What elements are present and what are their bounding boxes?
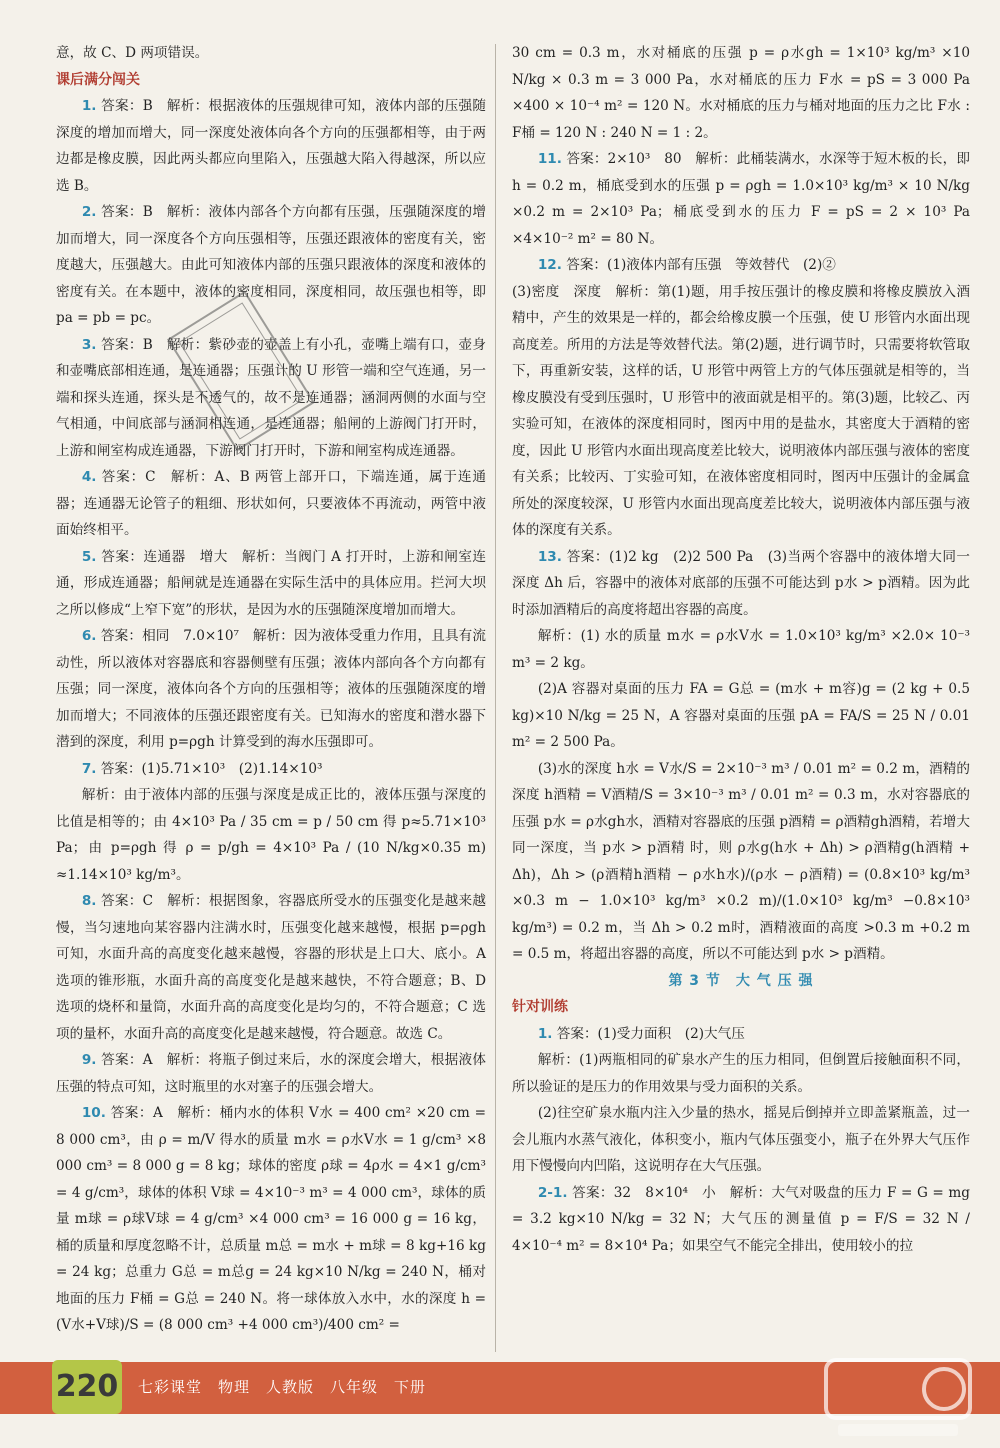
left-paragraph <box>56 40 486 67</box>
paragraph-text: 第 3 节 大 气 压 强 <box>668 972 814 989</box>
paragraph-text: 答案：A 解析：桶内水的体积 V水 = 400 cm² ×20 cm = 8 000 cm³，由 ρ = m/V 得水的质量 m水 = ρ水V水 = 1 g/cm³ ×8 000 cm³ = 8 000 g = 8 kg；球体的密度 ρ球 = 4ρ水 = 4×1 g/cm³ = 4 g/cm³，球体的体积 V球 = 4×10⁻³ m³ = 4 000 cm³，球体的质量 m球 = ρ球V球 = 4 g/cm³ ×4 000 cm³ = 16 000 g = 16 kg，桶的质量和厚度忽略不计，总质量 m总 = m水 + m球 = 8 kg+16 kg = 24 kg；总重力 G总 = m总g = 24 kg×10 N/kg = 240 N，桶对地面的压力 F桶 = G总 = 240 N。将一球体放入水中，水的深度 h = (V水+V球)/S = (8 000 cm³ +4 000 cm³)/400 cm² = <box>56 1105 486 1333</box>
right-paragraph <box>512 252 970 279</box>
question-number: 2-1. <box>537 1184 568 1201</box>
paragraph-text: 答案：(1)液体内部有压强 等效替代 (2)② <box>561 257 836 273</box>
left-paragraph <box>56 1047 486 1100</box>
question-number: 11. <box>537 151 562 167</box>
right-paragraph <box>512 146 970 252</box>
paragraph-text: 答案：(1)5.71×10³ (2)1.14×10³ <box>96 760 323 777</box>
left-paragraph <box>56 782 486 888</box>
right-paragraph <box>512 40 970 146</box>
question-number: 5. <box>81 548 97 565</box>
paragraph-text: 30 cm = 0.3 m，水对桶底的压强 p = ρ水gh = 1×10³ kg/m³ ×10 N/kg × 0.3 m = 3 000 Pa，水对桶底的压力 F水 = pS = 3 000 Pa ×400 × 10⁻⁴ m² = 120 N。水对桶底的压力与桶对地面的压力之比 F水 : F桶 = 120 N : 240 N = 1 : 2。 <box>512 45 970 141</box>
left-paragraph <box>56 623 486 756</box>
paragraph-text: 答案：相同 7.0×10⁷ 解析：因为液体受重力作用，且具有流动性，所以液体对容器底和容器侧壁有压强；液体内部向各个方向都有压强；同一深度，液体向各个方向的压强相等；液体的压强随深度的增加而增大；不同液体的压强还跟密度有关。已知海水的密度和潜水器下潜到的深度，利用 p=ρgh 计算受到的海水压强即可。 <box>56 628 486 750</box>
right-paragraph <box>512 279 970 544</box>
paragraph-text: 答案：(1)受力面积 (2)大气压 <box>552 1025 745 1042</box>
right-paragraph <box>512 756 970 968</box>
paragraph-text: 意，故 C、D 两项错误。 <box>56 45 209 61</box>
right-paragraph <box>512 676 970 756</box>
paragraph-text: 答案：C 解析：A、B 两管上部开口，下端连通，属于连通器；连通器无论管子的粗细、形状如何，只要液体不再流动，两管中液面始终相平。 <box>56 469 486 538</box>
question-number: 10. <box>81 1105 106 1121</box>
right-paragraph <box>512 544 970 624</box>
column-divider <box>495 44 496 1352</box>
page-number: 220 <box>52 1360 122 1414</box>
footer-series: 七彩课堂 物理 人教版 八年级 下册 <box>138 1378 427 1396</box>
question-number: 1. <box>81 98 97 114</box>
corner-watermark-logo <box>818 1352 978 1444</box>
question-number: 8. <box>81 893 97 909</box>
right-column <box>512 40 970 1259</box>
question-number: 9. <box>81 1052 97 1068</box>
left-paragraph <box>56 544 486 624</box>
paragraph-text: 针对训练 <box>512 999 568 1015</box>
question-number: 7. <box>81 760 97 777</box>
question-number: 1. <box>537 1025 553 1042</box>
question-number: 12. <box>537 257 562 273</box>
right-paragraph <box>512 1180 970 1260</box>
right-paragraph <box>512 1021 970 1048</box>
left-paragraph <box>56 464 486 544</box>
left-paragraph <box>56 93 486 199</box>
right-paragraph <box>512 968 970 995</box>
paragraph-text: 答案：A 解析：将瓶子倒过来后，水的深度会增大，根据液体压强的特点可知，这时瓶里的水对塞子的压强会增大。 <box>56 1052 486 1095</box>
question-number: 4. <box>81 469 97 485</box>
paragraph-text: 答案：B 解析：根据液体的压强规律可知，液体内部的压强随深度的增加而增大，同一深度处液体向各个方向的压强都相等，由于两边都是橡皮膜，因此两头都应向里陷入，压强越大陷入得越深，所以应选 B。 <box>56 98 486 194</box>
paragraph-text: 答案：连通器 增大 解析：当阀门 A 打开时，上游和闸室连通，形成连通器；船闸就是连通器在实际生活中的具体应用。拦河大坝之所以修成“上窄下宽”的形状，是因为水的压强随深度增加而增大。 <box>56 548 486 618</box>
question-number: 13. <box>537 548 562 565</box>
right-paragraph <box>512 623 970 676</box>
question-number: 6. <box>81 628 97 644</box>
paragraph-text: 课后满分闯关 <box>56 71 140 88</box>
right-paragraph <box>512 1047 970 1100</box>
paragraph-text: 答案：C 解析：根据图象，容器底所受水的压强变化是越来越慢，当匀速地向某容器内注满水时，压强变化越来越慢，根据 p=ρgh 可知，水面升高的高度变化越来越慢，容器的形状是上口大、底小。A 选项的锥形瓶，水面升高的高度变化是越来越快，不符合题意；B、D 选项的烧杯和量筒，水面升高的高度变化是均匀的，不符合题意；C 选项的量杯，水面升高的高度变化是越来越慢，符合题意。故选 C。 <box>56 893 487 1042</box>
paragraph-text: (2)A 容器对桌面的压力 FA = G总 = (m水 + m容)g = (2 kg + 0.5 kg)×10 N/kg = 25 N，A 容器对桌面的压强 pA = FA/S = 25 N / 0.01 m² = 2 500 Pa。 <box>512 681 970 750</box>
paragraph-text: (3)密度 深度 解析：第(1)题，用手按压强计的橡皮膜和将橡皮膜放入酒精中，产生的效果是一样的，都会给橡皮膜一个压强，使 U 形管内水面出现高度差。所用的方法是等效替代法。第(2)题，进行调节时，只需要将软管取下，再重新安装，这样的话，U 形管中两管上方的气体压强就是相等的，当橡皮膜没有受到压强时，U 形管中的液面就是相平的。第(3)题，比较乙、丙实验可知，在液体的深度相同时，图丙中用的是盐水，其密度大于酒精的密度，因此 U 形管内水面出现高度差比较大，说明液体内部压强与液体的密度有关系；比较丙、丁实验可知，在液体密度相同时，图丙中压强计的金属盒所处的深度较深，U 形管内水面出现高度差比较大，说明液体内部压强与液体的深度有关系。 <box>512 283 970 538</box>
question-number: 2. <box>81 204 97 220</box>
left-paragraph <box>56 888 486 1047</box>
right-paragraph <box>512 994 970 1021</box>
left-column <box>56 40 486 1339</box>
paragraph-text: (3)水的深度 h水 = V水/S = 2×10⁻³ m³ / 0.01 m² = 0.2 m，酒精的深度 h酒精 = V酒精/S = 3×10⁻³ m³ / 0.01 m² = 0.3 m，水对容器底的压强 p水 = ρ水gh水，酒精对容器底的压强 p酒精 = ρ酒精gh酒精，若增大同一深度，当 p水 > p酒精 时，则 ρ水g(h水 + Δh) > ρ酒精g(h酒精 + Δh)，Δh > (ρ酒精h酒精 − ρ水h水)/(ρ水 − ρ酒精) = (0.8×10³ kg/m³ ×0.3 m − 1.0×10³ kg/m³ ×0.2 m)/(1.0×10³ kg/m³ −0.8×10³ kg/m³) = 0.2 m，当 Δh > 0.2 m时，酒精液面的高度 >0.3 m +0.2 m = 0.5 m，将超出容器的高度，所以不可能达到 p水 > p酒精。 <box>512 760 970 962</box>
paragraph-text: 解析：(1) 水的质量 m水 = ρ水V水 = 1.0×10³ kg/m³ ×2.0× 10⁻³ m³ = 2 kg。 <box>512 628 970 671</box>
paragraph-text: (2)往空矿泉水瓶内注入少量的热水，摇晃后倒掉并立即盖紧瓶盖，过一会儿瓶内水蒸气液化，体积变小，瓶内气体压强变小，瓶子在外界大气压作用下慢慢向内凹陷，这说明存在大气压强。 <box>512 1105 970 1174</box>
paragraph-text: 答案：(1)2 kg (2)2 500 Pa (3)当两个容器中的液体增大同一深度 Δh 后，容器中的液体对底部的压强不可能达到 p水 > p酒精。因为此时添加酒精后的高度将超出容器的高度。 <box>512 548 970 618</box>
left-paragraph <box>56 199 486 332</box>
right-paragraph <box>512 1100 970 1180</box>
paragraph-text: 答案：B 解析：紫砂壶的壶盖上有小孔，壶嘴上端有口，壶身和壶嘴底部相连通，是连通器；压强计的 U 形管一端和空气连通，另一端和探头连通，探头是不透气的，故不是连通器；涵洞两侧的水面与空气相通，中间底部与涵洞相连通，是连通器；船闸的上游阀门打开时，上游和闸室构成连通器，下游阀门打开时，下游和闸室构成连通器。 <box>56 336 486 459</box>
paragraph-text: 答案：B 解析：液体内部各个方向都有压强，压强随深度的增加而增大，同一深度各个方向压强相等，压强还跟液体的密度有关，密度越大，压强越大。由此可知液体内部的压强只跟液体的深度和液体的密度有关。在本题中，液体的密度相同，深度相同，故压强也相等，即 pa = pb = pc。 <box>56 204 486 326</box>
paragraph-text: 答案：32 8×10⁴ 小 解析：大气对吸盘的压力 F = G = mg = 3.2 kg×10 N/kg = 32 N；大气压的测量值 p = F/S = 32 N / 4×10⁻⁴ m² = 8×10⁴ Pa；如果空气不能完全排出，使用较小的拉 <box>512 1184 970 1254</box>
question-number: 3. <box>81 336 97 353</box>
paragraph-text: 答案：2×10³ 80 解析：此桶装满水，水深等于短木板的长，即 h = 0.2 m，桶底受到水的压强 p = ρgh = 1.0×10³ kg/m³ × 10 N/kg ×0.2 m = 2×10³ Pa；桶底受到水的压力 F = pS = 2 × 10³ Pa ×4×10⁻² m² = 80 N。 <box>512 151 970 247</box>
paragraph-text: 解析：由于液体内部的压强与深度是成正比的，液体压强与深度的比值是相等的；由 4×10³ Pa / 35 cm = p / 50 cm 得 p≈5.71×10³ Pa；由 p=ρgh 得 ρ = p/gh = 4×10³ Pa / (10 N/kg×0.35 m) ≈1.14×10³ kg/m³。 <box>56 787 486 883</box>
paragraph-text: 解析：(1)两瓶相同的矿泉水产生的压力相同，但倒置后接触面积不同，所以验证的是压力的作用效果与受力面积的关系。 <box>512 1052 970 1095</box>
left-paragraph <box>56 756 486 783</box>
left-paragraph <box>56 67 486 94</box>
left-paragraph <box>56 1100 486 1339</box>
